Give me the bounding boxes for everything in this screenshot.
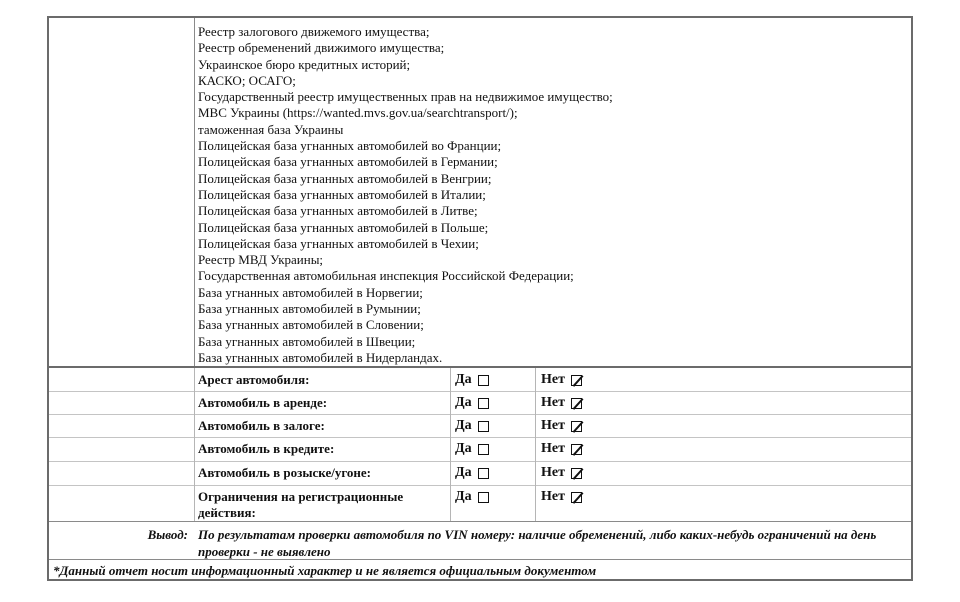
yes-option [455, 441, 489, 457]
row-divider [49, 461, 911, 462]
source-item: Реестр МВД Украины; [198, 252, 324, 268]
conclusion-divider [49, 521, 911, 522]
check-label: Автомобиль в аренде: [198, 395, 328, 410]
source-item: КАСКО; ОСАГО; [198, 72, 296, 88]
source-item: Полицейская база угнанных автомобилей в Венгрии; [198, 170, 492, 186]
yes-checkbox-icon [478, 492, 489, 503]
source-item: Украинское бюро кредитных историй; [198, 56, 411, 72]
source-item: База угнанных автомобилей в Норвегии; [198, 284, 423, 300]
source-item: таможенная база Украины [198, 121, 344, 137]
yes-checkbox-icon [478, 468, 489, 479]
yes-option [455, 489, 489, 505]
no-label: Нет [541, 395, 565, 410]
yes-label: Да [455, 372, 472, 387]
no-option [541, 489, 582, 505]
source-item: МВС Украины (https://wanted.mvs.gov.ua/searchtransport/); [198, 105, 518, 121]
source-item: Государственный реестр имущественных прав на недвижимое имущество; [198, 89, 613, 105]
footnote-divider [49, 559, 911, 560]
no-checkbox-icon [571, 444, 582, 455]
source-item: База угнанных автомобилей в Швеции; [198, 333, 416, 349]
no-option [541, 372, 582, 388]
no-checkbox-icon [571, 375, 582, 386]
no-checkbox-icon [571, 421, 582, 432]
yes-label: Да [455, 418, 472, 433]
sources-list [198, 24, 613, 366]
no-option [541, 465, 582, 481]
no-option [541, 441, 582, 457]
source-item: База угнанных автомобилей в Румынии; [198, 301, 421, 317]
row-divider [49, 414, 911, 415]
conclusion-label: Вывод: [147, 527, 188, 542]
yes-option [455, 465, 489, 481]
no-checkbox-icon [571, 398, 582, 409]
check-label: Автомобиль в залоге: [198, 418, 325, 433]
yes-label: Да [455, 441, 472, 456]
yes-checkbox-icon [478, 398, 489, 409]
conclusion-text: По результатам проверки автомобиля по VIN номеру: наличие обременений, либо каких-небудь ограничений на день проверки - не выявлено [198, 527, 877, 559]
source-item: Полицейская база угнанных автомобилей в Германии; [198, 154, 498, 170]
yes-option [455, 395, 489, 411]
yes-label: Да [455, 489, 472, 504]
source-item: База угнанных автомобилей в Словении; [198, 317, 424, 333]
report-table [47, 16, 913, 581]
check-label: Автомобиль в розыске/угоне: [198, 465, 372, 480]
no-label: Нет [541, 372, 565, 387]
source-item: Полицейская база угнанных автомобилей в Литве; [198, 203, 478, 219]
no-option [541, 418, 582, 434]
no-label: Нет [541, 489, 565, 504]
row-divider [49, 485, 911, 486]
source-item: Государственная автомобильная инспекция Российской Федерации; [198, 268, 574, 284]
yes-label: Да [455, 395, 472, 410]
no-checkbox-icon [571, 492, 582, 503]
check-label: Ограничения на регистрационные действия: [198, 489, 404, 520]
footnote: *Данный отчет носит информационный характер и не является официальным документом [53, 563, 597, 578]
column-divider [194, 368, 195, 521]
check-label: Арест автомобиля: [198, 372, 310, 387]
column-divider [535, 368, 536, 521]
source-item: Полицейская база угнанных автомобилей в Италии; [198, 186, 486, 202]
no-checkbox-icon [571, 468, 582, 479]
no-option [541, 395, 582, 411]
yes-label: Да [455, 465, 472, 480]
yes-option [455, 418, 489, 434]
source-item: Полицейская база угнанных автомобилей в Чехии; [198, 235, 479, 251]
no-label: Нет [541, 441, 565, 456]
section-divider [49, 366, 911, 368]
yes-checkbox-icon [478, 375, 489, 386]
column-divider [450, 368, 451, 521]
source-item: Полицейская база угнанных автомобилей во Франции; [198, 138, 502, 154]
source-item: База угнанных автомобилей в Нидерландах. [198, 349, 443, 365]
yes-option [455, 372, 489, 388]
yes-checkbox-icon [478, 421, 489, 432]
source-item: Реестр залогового движемого имущества; [198, 24, 430, 39]
source-item: Полицейская база угнанных автомобилей в Польше; [198, 219, 489, 235]
yes-checkbox-icon [478, 444, 489, 455]
source-item: Реестр обременений движимого имущества; [198, 40, 445, 56]
check-label: Автомобиль в кредите: [198, 441, 335, 456]
row-divider [49, 437, 911, 438]
no-label: Нет [541, 418, 565, 433]
row-divider [49, 391, 911, 392]
no-label: Нет [541, 465, 565, 480]
